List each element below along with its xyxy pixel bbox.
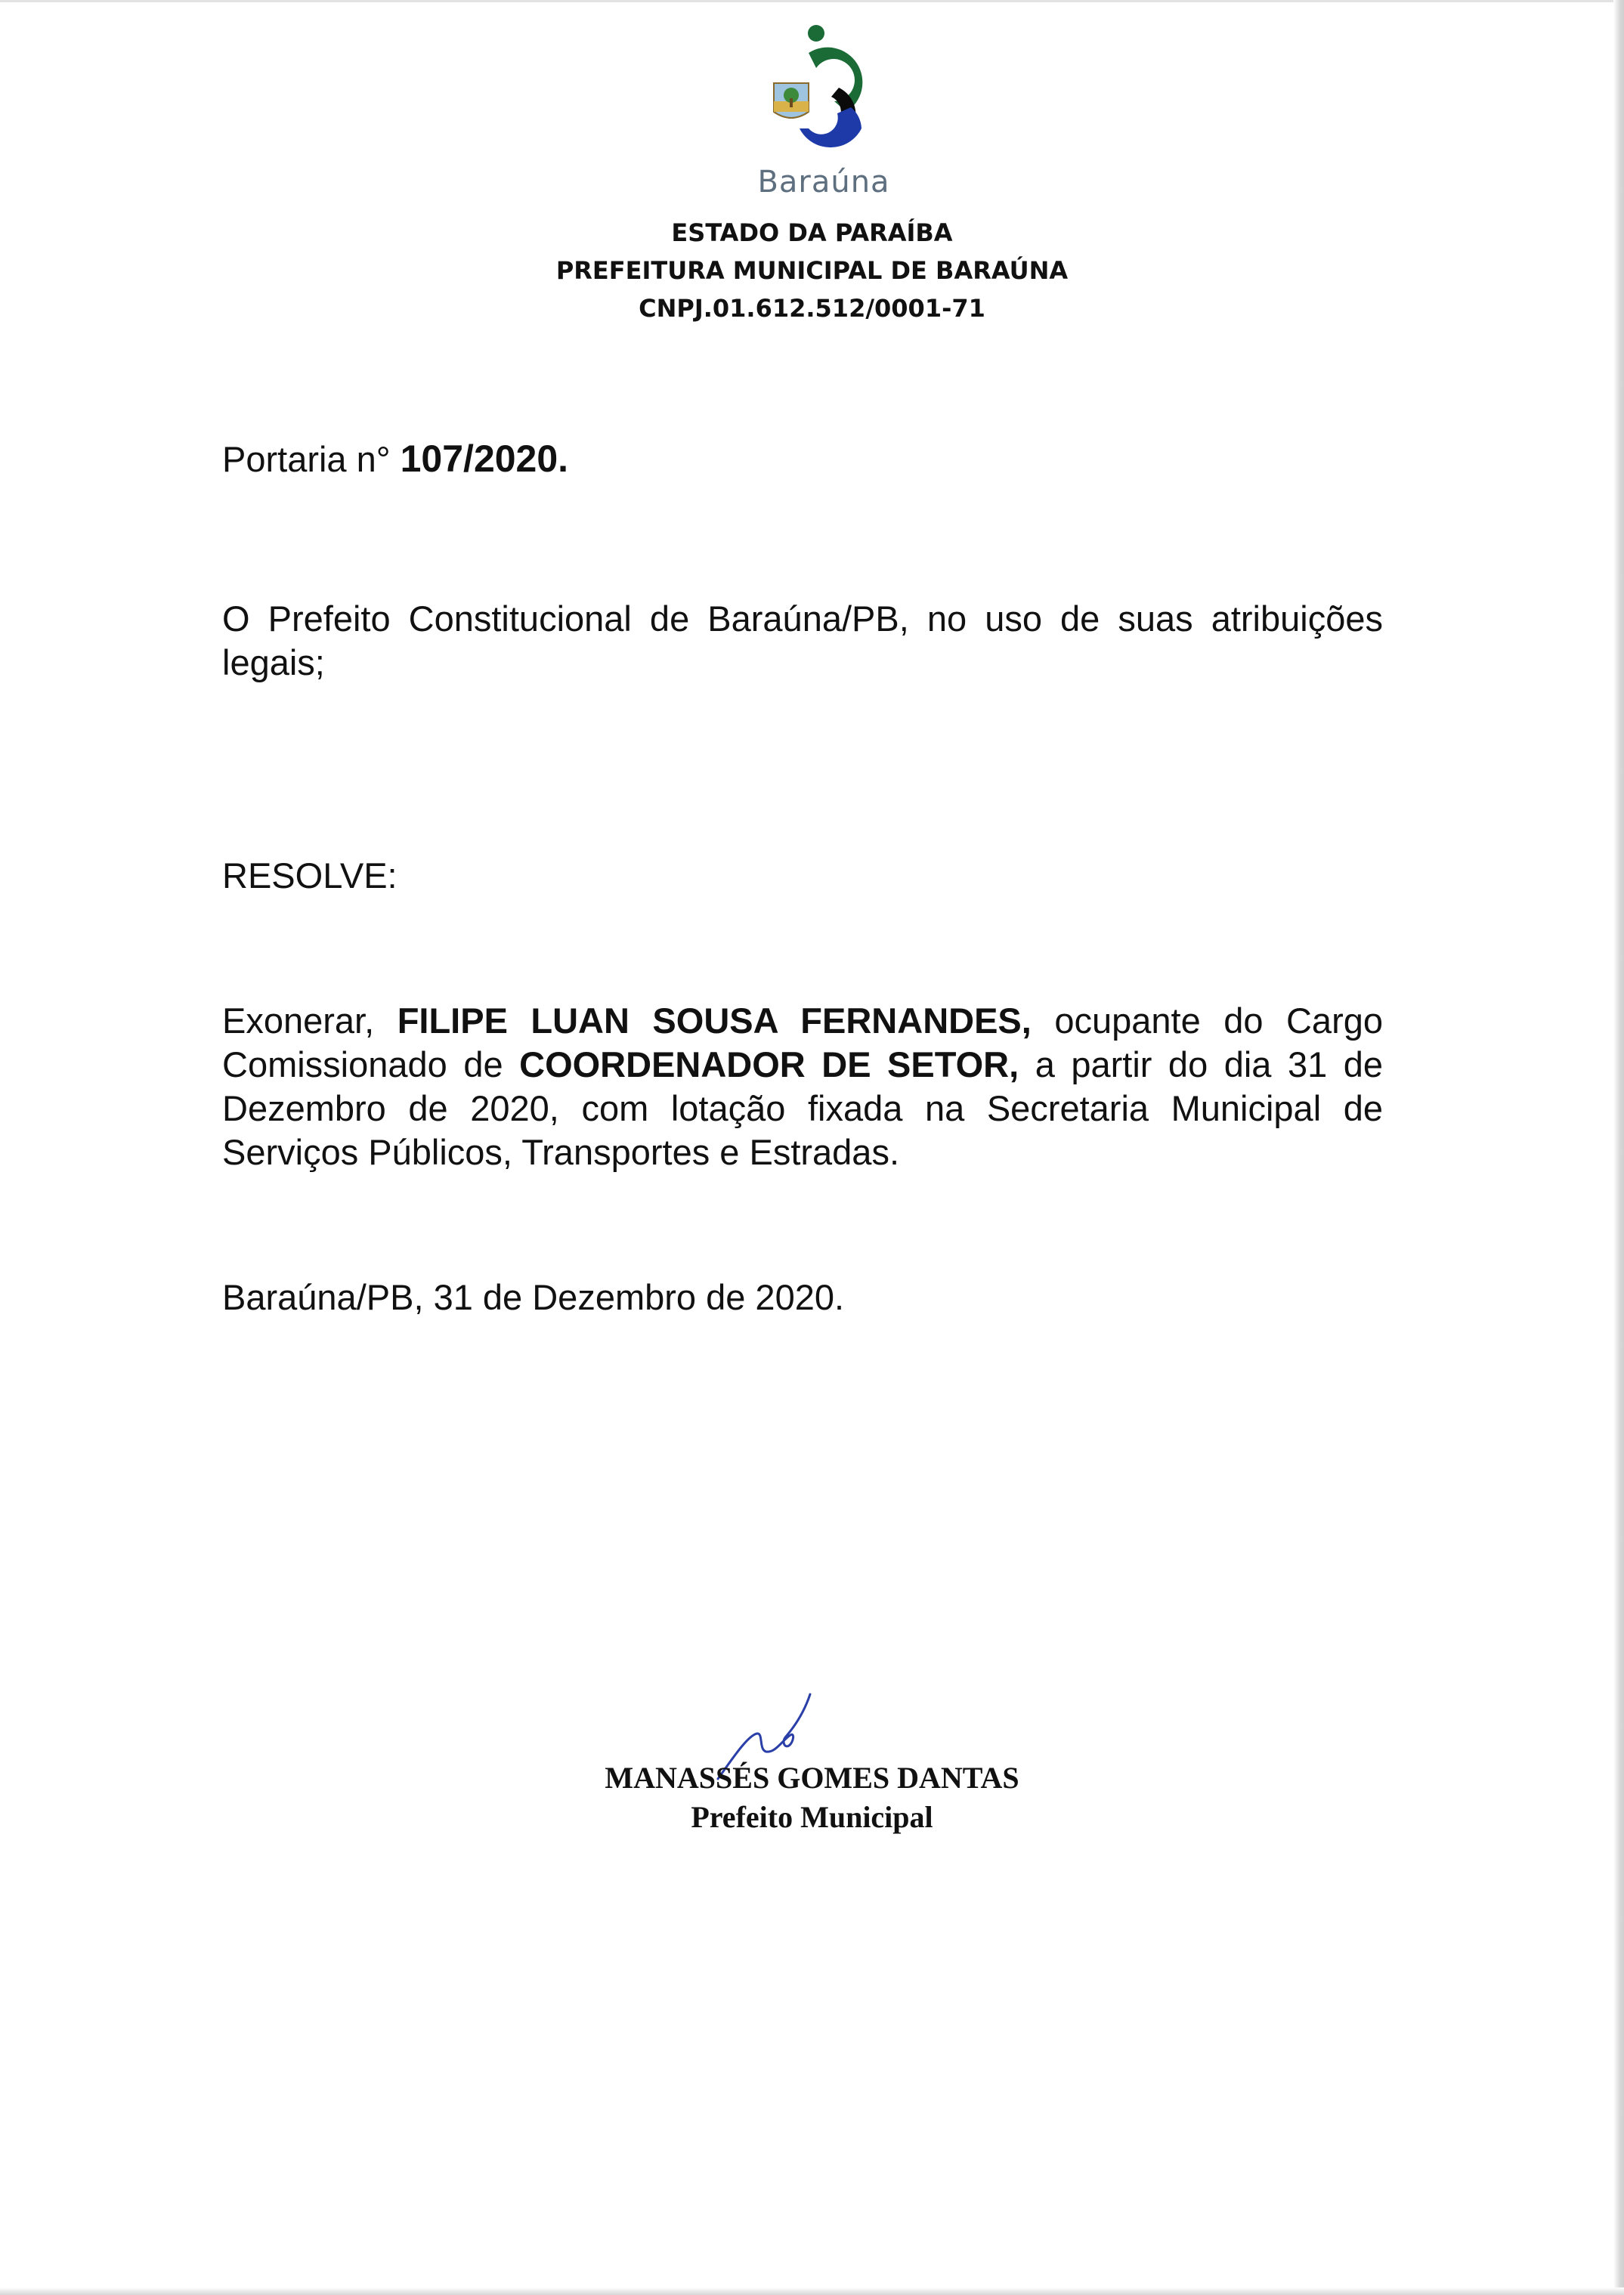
scan-edge-top — [0, 0, 1624, 2]
logo-green-arc-icon — [809, 48, 862, 112]
signatory-title: Prefeito Municipal — [691, 1800, 933, 1834]
portaria-number: 107/2020. — [400, 438, 569, 480]
resolve-heading: RESOLVE: — [222, 855, 397, 895]
intro-paragraph: O Prefeito Constitucional de Baraúna/PB, no uso de suas atribuições legais; — [222, 598, 1383, 682]
logo-wordmark: Baraúna — [757, 165, 890, 199]
signature-block — [0, 1690, 1624, 1841]
logo-dot-icon — [808, 25, 824, 42]
header-cnpj: CNPJ.01.612.512/0001-71 — [639, 294, 985, 323]
scan-edge-right — [1613, 0, 1624, 2295]
scan-edge-bottom — [0, 2287, 1624, 2295]
header-prefeitura: PREFEITURA MUNICIPAL DE BARAÚNA — [555, 256, 1069, 285]
dateline: Baraúna/PB, 31 de Dezembro de 2020. — [222, 1277, 845, 1317]
decision-verb: Exonerar, — [222, 1001, 375, 1041]
header-state: ESTADO DA PARAÍBA — [671, 218, 953, 247]
decision-paragraph — [222, 999, 1383, 1174]
decision-text-2: a partir do dia 31 de Dezembro de 2020, com lotação fixada na Secretaria Municipal de Serviços Públicos, Transportes e Estradas. — [222, 1044, 1384, 1172]
letterhead — [0, 214, 1624, 327]
portaria-label: Portaria n° — [222, 439, 391, 479]
decision-role: COORDENADOR DE SETOR, — [519, 1044, 1019, 1084]
municipal-logo — [725, 23, 922, 199]
decision-person-name: FILIPE LUAN SOUSA FERNANDES, — [397, 1001, 1032, 1041]
crest-shield-icon — [774, 83, 809, 118]
logo-blue-arc-icon — [800, 107, 861, 147]
portaria-line — [222, 437, 1383, 481]
signatory-name: MANASSÉS GOMES DANTAS — [605, 1761, 1019, 1795]
decision-text-1: ocupante do Cargo Comissionado de — [222, 1001, 1383, 1084]
baraúna-emblem-icon — [756, 23, 892, 166]
